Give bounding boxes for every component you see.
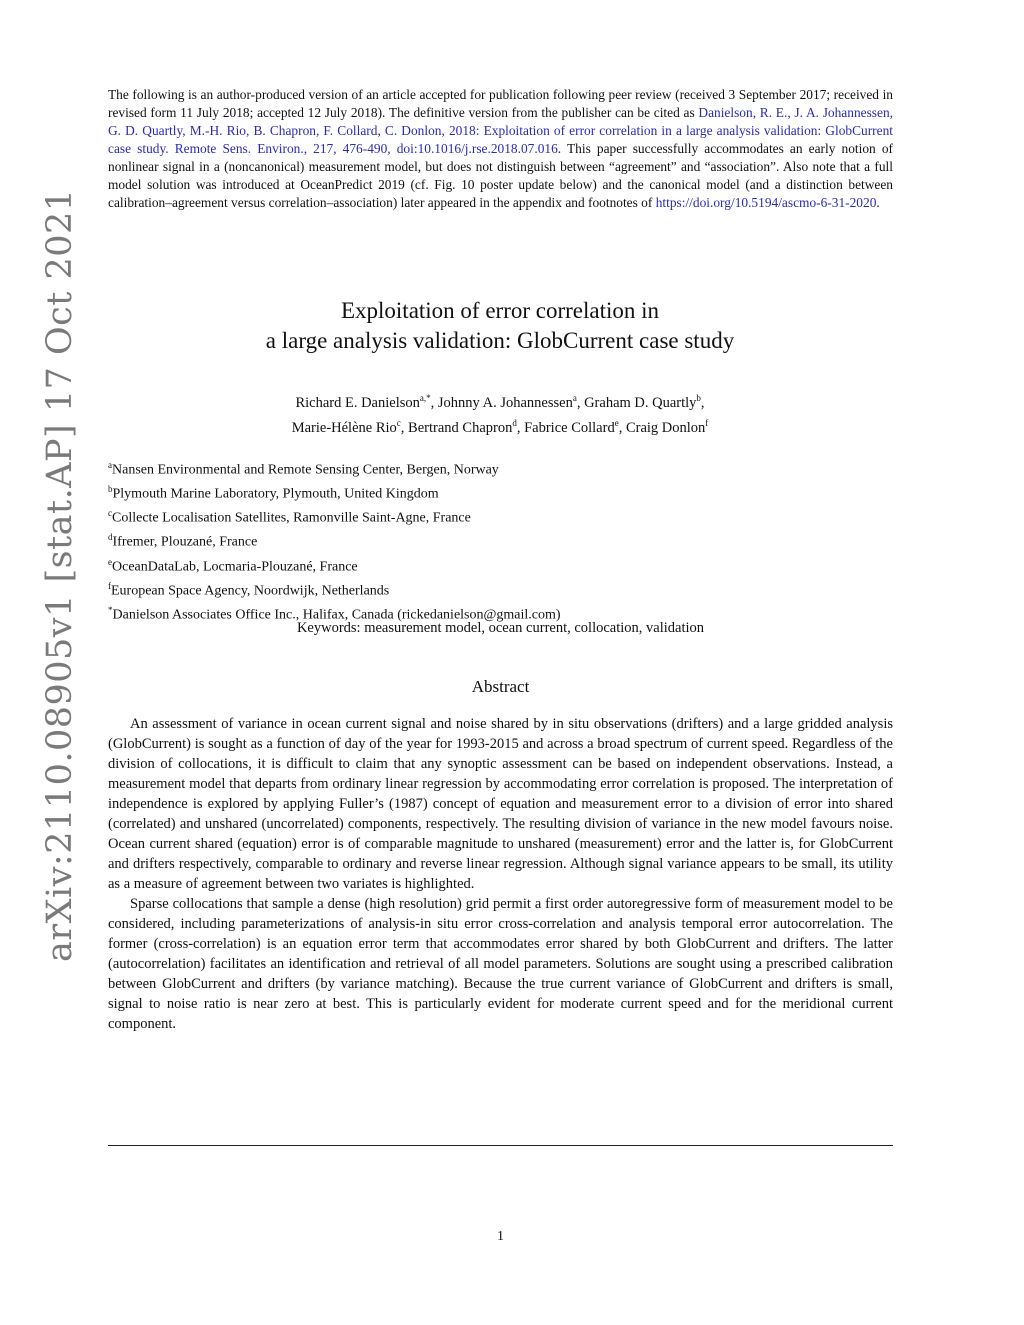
note-text-3: . bbox=[876, 195, 880, 210]
author-line-2: Marie-Hélène Rio$^c$, Bertrand Chapron$^d$, Fabrice Collard$^e$, Craig Donlon$^f$ bbox=[291, 417, 709, 436]
doi-link[interactable]: https://doi.org/10.5194/ascmo-6-31-2020 bbox=[655, 195, 877, 210]
arxiv-identifier: arXiv:2110.08905v1 [stat.AP] 17 Oct 2021 bbox=[40, 188, 80, 962]
abstract-body bbox=[108, 714, 893, 1034]
author-name: Richard E. Danielson bbox=[295, 394, 420, 411]
author-affiliation-mark: c bbox=[396, 417, 401, 428]
note-text-2: . This paper successfully accommodates an early notion of nonlinear signal in a (noncanonical) measurement model, but does not distinguish between “agreement” and “association”. Also note that a full model solution was introduced at OceanPredict 2019 (cf. Fig. 10 poster update below) and the canonical model (and a distinction between calibration–agreement versus correlation–association) later appeared in the appendix and footnotes of bbox=[108, 141, 893, 210]
author-line-1: Richard E. Danielson$^{a,*}$, Johnny A. Johannessen$^a$, Graham D. Quartly$^b$, bbox=[295, 393, 705, 411]
abstract-paragraph-2: Sparse collocations that sample a dense (high resolution) grid permit a first order autoregressive form of measurement model to be considered, including parameterizations of analysis-in situ error cross-correlation and analysis temporal error autocorrelation. The former (cross-correlation) is an equation error term that accommodates error shared by both GlobCurrent and drifters. The latter (autocorrelation) facilitates an identification and retrieval of all model parameters. Solutions are sought using a prescribed calibration between GlobCurrent and drifters (by variance matching). Because the true current variance of GlobCurrent and drifters is small, signal to noise ratio is near zero at best. This is particularly evident for moderate current speed and for the meridional current component. bbox=[108, 896, 893, 1032]
author-list bbox=[150, 388, 850, 438]
affiliation-list bbox=[108, 456, 893, 625]
affiliation-item: $^d$Ifremer, Plouzané, France bbox=[108, 532, 258, 551]
abstract-heading: Abstract bbox=[471, 677, 530, 696]
note-text-1: The following is an author-produced version of an article accepted for publication following peer review (received 3 September 2017; received in revised form 11 July 2018; accepted 12 July 2018). The definitive version from the publisher can be cited as bbox=[108, 87, 893, 120]
affiliation-item: *Danielson Associates Office Inc., Halifax, Canada (rickedanielson@gmail.com) bbox=[108, 604, 561, 623]
author-name: Craig Donlon bbox=[625, 419, 706, 436]
paper-title bbox=[160, 296, 840, 356]
author-name: Bertrand Chapron bbox=[408, 419, 513, 436]
citation-link[interactable]: Danielson, R. E., J. A. Johannessen, G. D. Quartly, M.-H. Rio, B. Chapron, F. Collard, C. Donlon, 2018: Exploitation of error correlation in a large analysis validation: GlobCurrent case study. Remote Sens. Environ., 217, 476-490, doi:10.1016/j.rse.2018.07.016 bbox=[108, 105, 893, 156]
author-affiliation-mark: a,* bbox=[419, 393, 431, 403]
affiliation-item: $^a$Nansen Environmental and Remote Sensing Center, Bergen, Norway bbox=[108, 460, 499, 478]
affiliation-item: $^b$Plymouth Marine Laboratory, Plymouth, United Kingdom bbox=[108, 484, 439, 502]
keywords: Keywords: measurement model, ocean current, collocation, validation bbox=[296, 620, 705, 636]
author-affiliation-mark: d bbox=[512, 417, 517, 428]
affiliation-item: $^e$OceanDataLab, Locmaria-Plouzané, France bbox=[108, 556, 358, 575]
author-name: Johnny A. Johannessen bbox=[437, 394, 573, 411]
author-affiliation-mark: e bbox=[614, 417, 619, 428]
author-name: Marie-Hélène Rio bbox=[291, 419, 397, 436]
author-affiliation-mark: f bbox=[705, 417, 709, 428]
abstract-paragraph-1: An assessment of variance in ocean current signal and noise shared by in situ observations (drifters) and a large gridded analysis (GlobCurrent) is sought as a function of day of the year for 1993-2015 and across a broad spectrum of current speed. Regardless of the division of collocations, it is difficult to claim that any synoptic assessment can be based on independent observations. Instead, a measurement model that departs from ordinary linear regression by accommodating error correlation is proposed. The interpretation of independence is explored by applying Fuller’s (1987) concept of equation and measurement error to a division of error into shared (correlated) and unshared (uncorrelated) components, respectively. The resulting division of variance in the new model favours noise. Ocean current shared (equation) error is of comparable magnitude to unshared (measurement) error and the latter is, for GlobCurrent and drifters respectively, comparable to ordinary and reverse linear regression. Although signal variance appears to be small, its utility as a measure of agreement between two variates is highlighted. bbox=[108, 716, 893, 892]
author-name: Fabrice Collard bbox=[524, 419, 615, 436]
affiliation-item: $^c$Collecte Localisation Satellites, Ramonville Saint-Agne, France bbox=[108, 508, 471, 526]
author-affiliation-mark: a bbox=[572, 393, 577, 403]
page-number: 1 bbox=[497, 1229, 504, 1244]
title-line-2: a large analysis validation: GlobCurrent case study bbox=[265, 328, 735, 353]
author-affiliation-mark: b bbox=[696, 393, 701, 403]
title-line-1: Exploitation of error correlation in bbox=[340, 298, 660, 323]
publication-note bbox=[108, 86, 893, 212]
affiliation-item: $^f$European Space Agency, Noordwijk, Netherlands bbox=[108, 580, 390, 599]
author-name: Graham D. Quartly bbox=[584, 394, 697, 411]
footnote-rule bbox=[108, 1145, 893, 1146]
